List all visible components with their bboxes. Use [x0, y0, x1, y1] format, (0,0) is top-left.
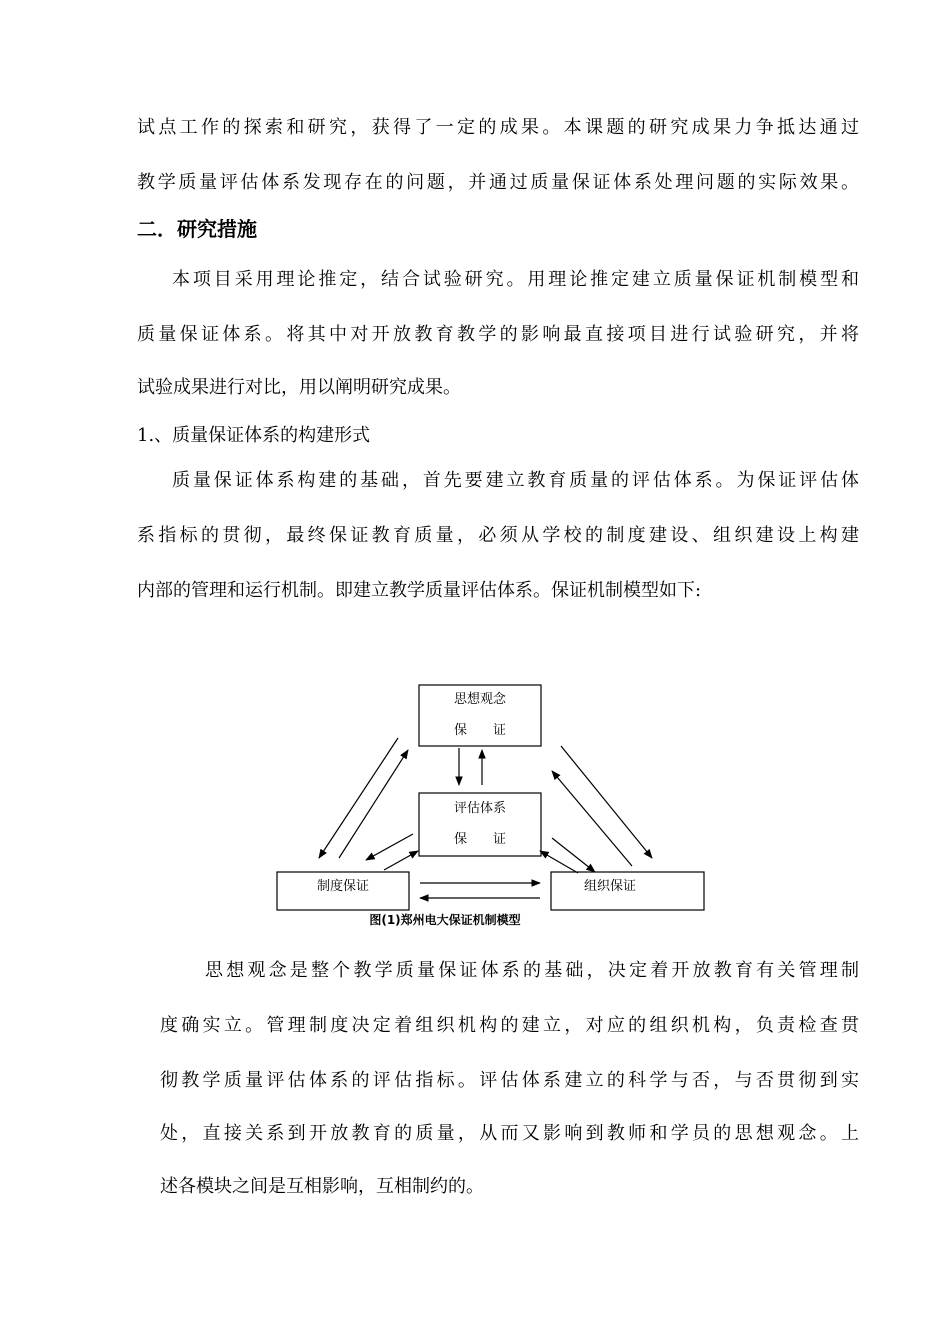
arrow-middle-to-right [552, 838, 595, 872]
right-box-label: 组织保证 [583, 879, 637, 894]
diagram-caption: 图(1)郑州电大保证机制模型 [369, 913, 521, 927]
arrow-left-to-middle [384, 851, 418, 870]
arrow-top-to-left [319, 738, 398, 858]
construction-line-3: 内部的管理和运行机制。即建立教学质量评估体系。保证机制模型如下: [137, 580, 702, 601]
top-box-label-2: 保 证 [453, 723, 507, 738]
measures-line-2: 质量保证体系。将其中对开放教育教学的影响最直接项目进行试验研究，并将 [137, 324, 859, 345]
construction-line-1: 质量保证体系构建的基础，首先要建立教育质量的评估体系。为保证评估体 [172, 470, 859, 491]
left-box-label: 制度保证 [316, 879, 370, 894]
top-box-label-1: 思想观念 [453, 692, 507, 707]
construction-line-2: 系指标的贯彻，最终保证教育质量，必须从学校的制度建设、组织建设上构建 [137, 525, 859, 546]
middle-box-label-2: 保 证 [453, 832, 507, 847]
measures-line-1: 本项目采用理论推定，结合试验研究。用理论推定建立质量保证机制模型和 [172, 269, 859, 290]
conclusion-line-4: 处，直接关系到开放教育的质量，从而又影响到教师和学员的思想观念。上 [160, 1123, 859, 1144]
arrow-middle-to-left [366, 834, 413, 860]
conclusion-line-3: 彻教学质量评估体系的评估指标。评估体系建立的科学与否，与否贯彻到实 [160, 1070, 859, 1091]
conclusion-line-5: 述各模块之间是互相影响，互相制约的。 [160, 1176, 484, 1197]
middle-box-label-1: 评估体系 [453, 801, 507, 816]
intro-line-2: 教学质量评估体系发现存在的问题，并通过质量保证体系处理问题的实际效果。 [137, 172, 859, 193]
measures-line-3: 试验成果进行对比，用以阐明研究成果。 [137, 377, 461, 398]
conclusion-line-2: 度确实立。管理制度决定着组织机构的建立，对应的组织机构，负责检查贯 [160, 1015, 859, 1036]
conclusion-line-1: 思想观念是整个教学质量保证体系的基础，决定着开放教育有关管理制 [205, 960, 859, 981]
section-heading: 二．研究措施 [137, 217, 257, 241]
intro-line-1: 试点工作的探索和研究，获得了一定的成果。本课题的研究成果力争抵达通过 [137, 117, 859, 138]
arrow-top-to-right [561, 746, 652, 858]
guarantee-mechanism-diagram [270, 680, 710, 930]
arrow-left-to-top [339, 750, 408, 858]
subheading: 1.、质量保证体系的构建形式 [137, 425, 371, 446]
